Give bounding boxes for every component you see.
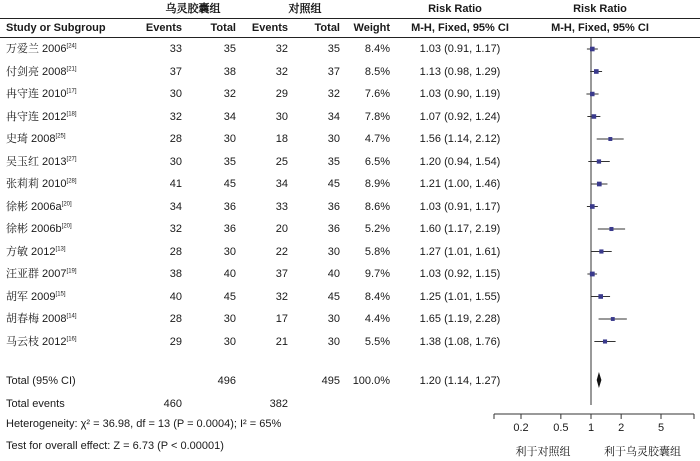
study-reference: [14] — [66, 313, 77, 320]
x-tick-label: 0.2 — [513, 422, 529, 434]
study-name-text: 冉守连 2010 — [6, 88, 67, 100]
study-name-text: 胡春梅 2008 — [6, 313, 67, 325]
study-events-ctrl: 33 — [275, 200, 288, 213]
study-weight: 7.8% — [364, 110, 390, 123]
study-weight: 9.7% — [364, 268, 390, 280]
events-exp-header: Events — [145, 22, 182, 34]
study-weight: 8.9% — [364, 178, 390, 190]
study-reference: [19] — [66, 268, 77, 275]
study-events-ctrl: 21 — [275, 335, 288, 348]
study-reference: [15] — [55, 290, 66, 297]
study-risk-ratio-text: 1.03 (0.92, 1.15) — [419, 268, 501, 280]
study-point-estimate — [592, 114, 597, 119]
study-weight: 8.5% — [364, 65, 390, 78]
study-events-ctrl: 37 — [275, 268, 288, 280]
study-weight: 8.4% — [364, 290, 390, 303]
total-exp-header: Total — [210, 22, 236, 34]
study-reference: [13] — [55, 245, 66, 252]
study-reference: [24] — [66, 43, 77, 50]
x-tick-label: 1 — [587, 422, 595, 434]
study-events-ctrl: 22 — [275, 245, 288, 258]
study-weight: 8.6% — [364, 200, 390, 213]
study-events-ctrl: 30 — [275, 110, 288, 123]
study-events-exp: 41 — [169, 178, 182, 190]
study-point-estimate — [608, 137, 612, 141]
study-total-ctrl: 30 — [327, 335, 340, 348]
study-name-text: 付剑亮 2008 — [6, 65, 67, 78]
study-point-estimate — [598, 294, 603, 299]
weight-header: Weight — [353, 22, 390, 34]
study-weight: 6.5% — [364, 155, 390, 168]
study-weight: 7.6% — [364, 88, 390, 100]
study-name-text: 汪亚群 2007 — [6, 268, 67, 280]
study-risk-ratio-text: 1.27 (1.01, 1.61) — [419, 245, 501, 258]
study-events-exp: 30 — [169, 88, 182, 100]
favours-experimental-label: 利于乌灵胶囊组 — [604, 446, 681, 458]
study-risk-ratio-text: 1.38 (1.08, 1.76) — [419, 335, 501, 348]
study-reference: [18] — [66, 110, 77, 117]
study-events-exp: 34 — [169, 200, 182, 213]
study-total-ctrl: 30 — [327, 133, 340, 145]
total-label: Total (95% CI) — [6, 375, 76, 387]
study-total-ctrl: 45 — [327, 290, 340, 303]
study-events-exp: 28 — [169, 245, 182, 258]
study-total-exp: 38 — [223, 65, 236, 78]
study-point-estimate — [597, 182, 602, 187]
study-point-estimate — [590, 92, 594, 96]
events-ctrl-header: Events — [251, 22, 288, 34]
study-events-ctrl: 29 — [275, 88, 288, 100]
study-risk-ratio-text: 1.13 (0.98, 1.29) — [419, 65, 501, 78]
method-column-header: M-H, Fixed, 95% CI — [411, 22, 509, 34]
study-total-exp: 45 — [223, 178, 236, 190]
total-weight: 100.0% — [352, 375, 390, 387]
total-events-exp: 460 — [163, 398, 182, 410]
study-events-ctrl: 32 — [275, 290, 288, 303]
study-total-ctrl: 36 — [327, 200, 340, 213]
study-events-exp: 28 — [169, 313, 182, 325]
group-header-experimental: 乌灵胶囊组 — [165, 3, 221, 15]
study-reference: [20] — [61, 223, 72, 230]
study-events-exp: 30 — [169, 155, 182, 168]
study-risk-ratio-text: 1.20 (0.94, 1.54) — [419, 155, 501, 168]
study-risk-ratio-text: 1.03 (0.90, 1.19) — [419, 88, 501, 100]
study-total-exp: 45 — [223, 290, 236, 303]
study-risk-ratio-text: 1.25 (1.01, 1.55) — [419, 290, 501, 303]
study-events-exp: 29 — [169, 335, 182, 348]
study-weight: 4.4% — [364, 313, 390, 325]
study-point-estimate — [599, 249, 603, 253]
risk-ratio-column-title: Risk Ratio — [428, 3, 482, 15]
study-events-ctrl: 32 — [275, 65, 288, 78]
study-total-ctrl: 32 — [327, 88, 340, 100]
study-total-exp: 35 — [223, 43, 236, 55]
study-total-exp: 32 — [223, 88, 236, 100]
method-plot-header: M-H, Fixed, 95% CI — [551, 22, 649, 34]
study-point-estimate — [609, 227, 613, 231]
total-events-ctrl: 382 — [269, 398, 288, 410]
study-events-ctrl: 17 — [275, 313, 288, 325]
study-name-text: 徐彬 2006a — [6, 200, 62, 213]
study-reference: [20] — [61, 200, 72, 207]
overall-effect-text: Test for overall effect: Z = 6.73 (P < 0.00001) — [6, 440, 224, 452]
study-name-text: 史琦 2008 — [6, 133, 56, 145]
study-weight: 5.5% — [364, 335, 390, 348]
study-weight: 5.2% — [364, 223, 390, 235]
study-point-estimate — [590, 204, 595, 209]
study-events-exp: 37 — [169, 65, 182, 78]
study-total-ctrl: 45 — [327, 178, 340, 190]
study-point-estimate — [590, 47, 595, 52]
study-point-estimate — [590, 272, 595, 277]
x-tick-label: 5 — [657, 422, 665, 434]
favours-control-label: 利于对照组 — [515, 446, 571, 458]
study-risk-ratio-text: 1.56 (1.14, 2.12) — [419, 133, 501, 145]
study-weight: 5.8% — [364, 245, 390, 258]
study-name-text: 万爱兰 2006 — [6, 43, 67, 55]
study-point-estimate — [603, 339, 607, 343]
study-events-ctrl: 34 — [275, 178, 288, 190]
study-total-exp: 35 — [223, 155, 236, 168]
x-tick-label: 0.5 — [553, 422, 569, 434]
study-total-ctrl: 36 — [327, 223, 340, 235]
study-events-ctrl: 25 — [275, 155, 288, 168]
study-total-exp: 36 — [223, 223, 236, 235]
study-column-header: Study or Subgroup — [6, 22, 106, 34]
total-events-label: Total events — [6, 398, 65, 410]
study-reference: [28] — [66, 178, 77, 185]
study-events-exp: 40 — [169, 290, 182, 303]
study-events-ctrl: 20 — [275, 223, 288, 235]
total-risk-ratio-text: 1.20 (1.14, 1.27) — [419, 375, 501, 387]
study-risk-ratio-text: 1.21 (1.00, 1.46) — [419, 178, 501, 190]
study-weight: 4.7% — [364, 133, 390, 145]
study-name-text: 徐彬 2006b — [6, 223, 62, 235]
study-total-exp: 30 — [223, 133, 236, 145]
study-total-exp: 30 — [223, 313, 236, 325]
study-name-text: 吴玉红 2013 — [6, 155, 67, 168]
study-events-exp: 33 — [169, 43, 182, 55]
study-total-ctrl: 30 — [327, 245, 340, 258]
study-name-text: 张莉莉 2010 — [6, 178, 67, 190]
study-point-estimate — [594, 69, 599, 74]
study-reference: [21] — [66, 65, 77, 72]
study-risk-ratio-text: 1.60 (1.17, 2.19) — [419, 223, 501, 235]
study-events-exp: 38 — [169, 268, 182, 280]
study-total-exp: 30 — [223, 245, 236, 258]
study-total-ctrl: 37 — [327, 65, 340, 78]
total-diamond — [597, 372, 602, 388]
study-risk-ratio-text: 1.03 (0.91, 1.17) — [419, 43, 501, 55]
study-total-ctrl: 40 — [327, 268, 340, 280]
study-total-ctrl: 35 — [327, 155, 340, 168]
study-events-exp: 32 — [169, 110, 182, 123]
study-reference: [25] — [55, 133, 66, 140]
study-name-text: 冉守连 2012 — [6, 110, 67, 123]
group-header-control: 对照组 — [288, 3, 322, 15]
study-total-exp: 34 — [223, 110, 236, 123]
study-risk-ratio-text: 1.65 (1.19, 2.28) — [419, 313, 501, 325]
study-total-ctrl: 35 — [327, 43, 340, 55]
study-name-text: 方敏 2012 — [6, 245, 56, 258]
study-events-ctrl: 32 — [275, 43, 288, 55]
study-total-exp: 40 — [223, 268, 236, 280]
study-risk-ratio-text: 1.03 (0.91, 1.17) — [419, 200, 501, 213]
study-total-exp: 30 — [223, 335, 236, 348]
study-reference: [27] — [66, 155, 77, 162]
risk-ratio-plot-title: Risk Ratio — [573, 3, 627, 15]
study-total-ctrl: 34 — [327, 110, 340, 123]
study-name-text: 胡军 2009 — [6, 290, 56, 303]
study-point-estimate — [611, 317, 615, 321]
study-reference: [16] — [66, 335, 77, 342]
total-exp-n: 496 — [217, 375, 236, 387]
x-tick-label: 2 — [618, 422, 625, 434]
study-weight: 8.4% — [364, 43, 390, 55]
study-point-estimate — [597, 159, 601, 163]
total-ctrl-n: 495 — [321, 375, 340, 387]
heterogeneity-text: Heterogeneity: χ² = 36.98, df = 13 (P = 0.0004); I² = 65% — [6, 418, 282, 430]
study-name-text: 马云枝 2012 — [6, 335, 67, 348]
study-total-ctrl: 30 — [327, 313, 340, 325]
study-events-exp: 28 — [169, 133, 182, 145]
study-risk-ratio-text: 1.07 (0.92, 1.24) — [419, 110, 501, 123]
total-ctrl-header: Total — [314, 22, 340, 34]
study-total-exp: 36 — [223, 200, 236, 213]
study-events-ctrl: 18 — [275, 133, 288, 145]
study-reference: [17] — [66, 88, 77, 95]
study-events-exp: 32 — [169, 223, 182, 235]
